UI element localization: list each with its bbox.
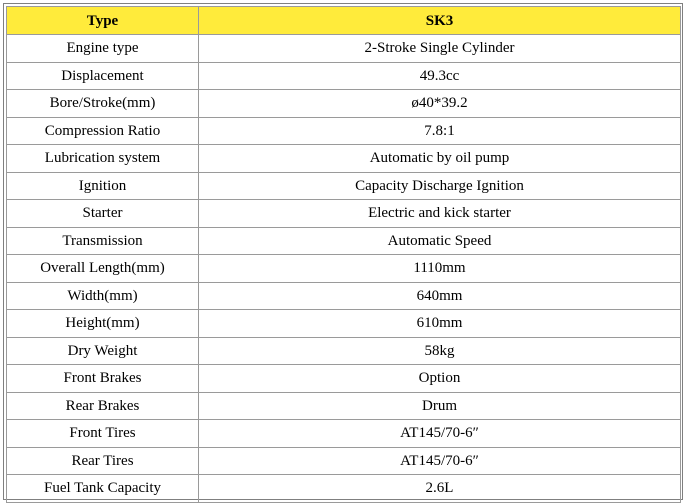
table-row (7, 310, 681, 338)
table-row (7, 255, 681, 283)
spec-label: Overall Length(mm) (7, 255, 199, 283)
table-row (7, 392, 681, 420)
spec-label: Lubrication system (7, 145, 199, 173)
spec-label: Dry Weight (7, 337, 199, 365)
spec-value: AT145/70-6″ (199, 420, 681, 448)
spec-label: Ignition (7, 172, 199, 200)
table-row (7, 337, 681, 365)
spec-label: Width(mm) (7, 282, 199, 310)
spec-label: Front Brakes (7, 365, 199, 393)
header-label-cell: Type (7, 7, 199, 35)
spec-label: Height(mm) (7, 310, 199, 338)
table-row (7, 35, 681, 63)
spec-label: Engine type (7, 35, 199, 63)
spec-value: 58kg (199, 337, 681, 365)
table-row (7, 145, 681, 173)
spec-value: 2.6L (199, 475, 681, 503)
spec-value: Drum (199, 392, 681, 420)
spec-label: Front Tires (7, 420, 199, 448)
spec-label: Bore/Stroke(mm) (7, 90, 199, 118)
spec-value: Capacity Discharge Ignition (199, 172, 681, 200)
spec-label: Rear Brakes (7, 392, 199, 420)
table-row (7, 420, 681, 448)
table-row (7, 172, 681, 200)
table-row (7, 227, 681, 255)
spec-value: 7.8:1 (199, 117, 681, 145)
table-row (7, 447, 681, 475)
spec-value: AT145/70-6″ (199, 447, 681, 475)
spec-value: Automatic by oil pump (199, 145, 681, 173)
table-row (7, 365, 681, 393)
spec-value: 49.3cc (199, 62, 681, 90)
spec-label: Rear Tires (7, 447, 199, 475)
spec-table (6, 6, 681, 503)
table-row (7, 475, 681, 503)
spec-label: Compression Ratio (7, 117, 199, 145)
spec-table-frame (3, 3, 683, 500)
spec-label: Transmission (7, 227, 199, 255)
table-row (7, 200, 681, 228)
spec-value: 1110mm (199, 255, 681, 283)
header-model-cell: SK3 (199, 7, 681, 35)
spec-value: 2-Stroke Single Cylinder (199, 35, 681, 63)
spec-value: 610mm (199, 310, 681, 338)
table-header-row (7, 7, 681, 35)
spec-value: Option (199, 365, 681, 393)
spec-value: 640mm (199, 282, 681, 310)
table-row (7, 282, 681, 310)
spec-label: Fuel Tank Capacity (7, 475, 199, 503)
spec-value: Automatic Speed (199, 227, 681, 255)
table-row (7, 62, 681, 90)
table-row (7, 117, 681, 145)
spec-value: Electric and kick starter (199, 200, 681, 228)
spec-label: Displacement (7, 62, 199, 90)
spec-label: Starter (7, 200, 199, 228)
table-row (7, 90, 681, 118)
spec-value: ø40*39.2 (199, 90, 681, 118)
